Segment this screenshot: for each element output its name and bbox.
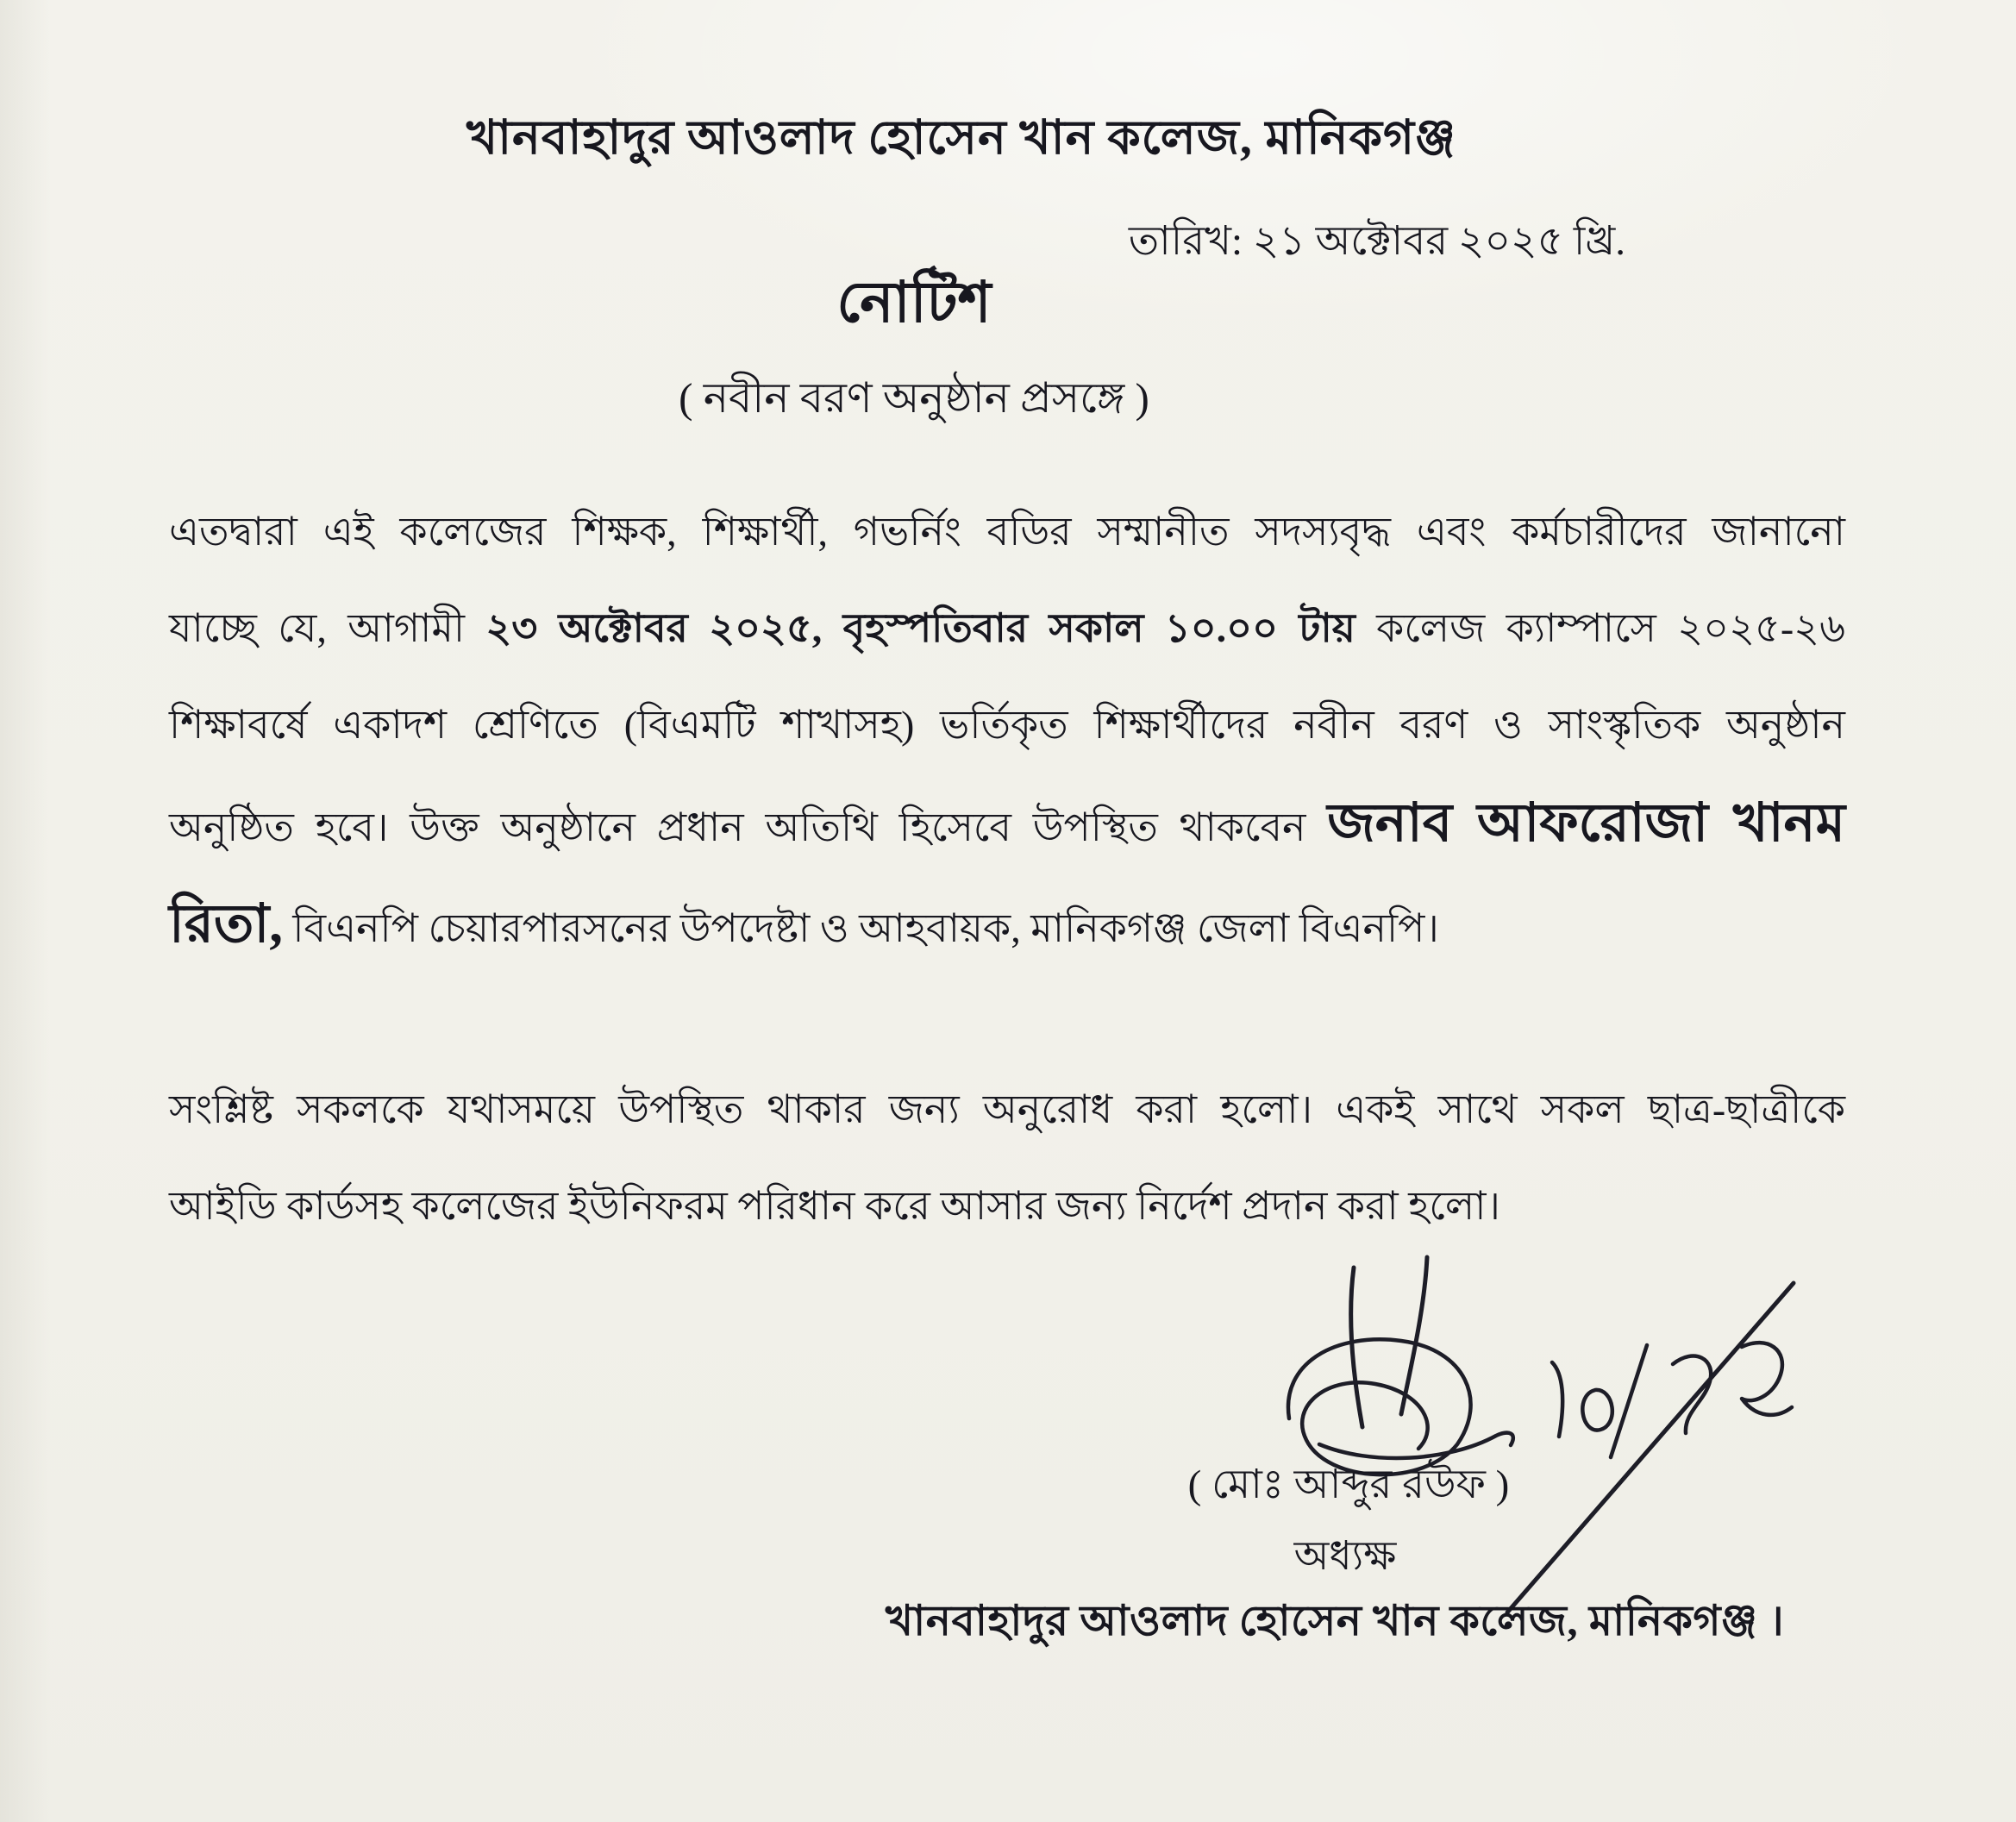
- signatory-organization: খানবাহাদুর আওলাদ হোসেন খান কলেজ, মানিকগঞ্জ ।: [885, 1597, 1785, 1644]
- notice-title: নোটিশ: [836, 272, 992, 335]
- para2-line2: আইডি কার্ডসহ কলেজের ইউনিফরম পরিধান করে আসার জন্য নির্দেশ প্রদান করা হলো।: [169, 1184, 1500, 1228]
- chief-guest-name-part2: রিতা,: [169, 895, 283, 954]
- event-datetime-bold: ২৩ অক্টোবর ২০২৫, বৃহস্পতিবার সকাল ১০.০০ টায়: [485, 606, 1355, 650]
- para1-line4-pre: অনুষ্ঠিত হবে। উক্ত অনুষ্ঠানে প্রধান অতিথি হিসেবে উপস্থিত থাকবেন: [169, 805, 1328, 849]
- chief-guest-name-part1: জনাব আফরোজা খানম: [1327, 794, 1845, 853]
- para1-line2-pre: যাচ্ছে যে, আগামী: [169, 606, 486, 650]
- para1-line5: [169, 890, 1439, 963]
- para1-line4: [169, 789, 1845, 862]
- college-name-header: খানবাহাদুর আওলাদ হোসেন খান কলেজ, মানিকগঞ্জ: [466, 111, 1457, 164]
- para1-line1: এতদ্বারা এই কলেজের শিক্ষক, শিক্ষার্থী, গভর্নিং বডির সম্মানীত সদস্যবৃদ্ধ এবং কর্মচারীদের জানানো: [169, 510, 1845, 554]
- para2-line1: সংশ্লিষ্ট সকলকে যথাসময়ে উপস্থিত থাকার জন্য অনুরোধ করা হলো। একই সাথে সকল ছাত্র-ছাত্রীকে: [169, 1087, 1845, 1131]
- notice-subject: ( নবীন বরণ অনুষ্ঠান প্রসঙ্গে ): [679, 374, 1149, 422]
- signatory-name: ( মোঃ আব্দুর রউফ ): [1187, 1462, 1510, 1507]
- para1-line3: শিক্ষাবর্ষে একাদশ শ্রেণিতে (বিএমটি শাখাসহ) ভর্তিকৃত শিক্ষার্থীদের নবীন বরণ ও সাংস্কৃতিক অনুষ্ঠান: [169, 703, 1845, 747]
- para1-line2-post: কলেজ ক্যাম্পাসে ২০২৫-২৬: [1355, 606, 1845, 650]
- chief-guest-title: বিএনপি চেয়ারপারসনের উপদেষ্টা ও আহবায়ক, মানিকগঞ্জ জেলা বিএনপি।: [282, 906, 1439, 950]
- notice-date: তারিখ: ২১ অক্টোবর ২০২৫ খ্রি.: [1128, 219, 1625, 264]
- para1-line2: [169, 601, 1845, 656]
- signatory-designation: অধ্যক্ষ: [1293, 1534, 1397, 1579]
